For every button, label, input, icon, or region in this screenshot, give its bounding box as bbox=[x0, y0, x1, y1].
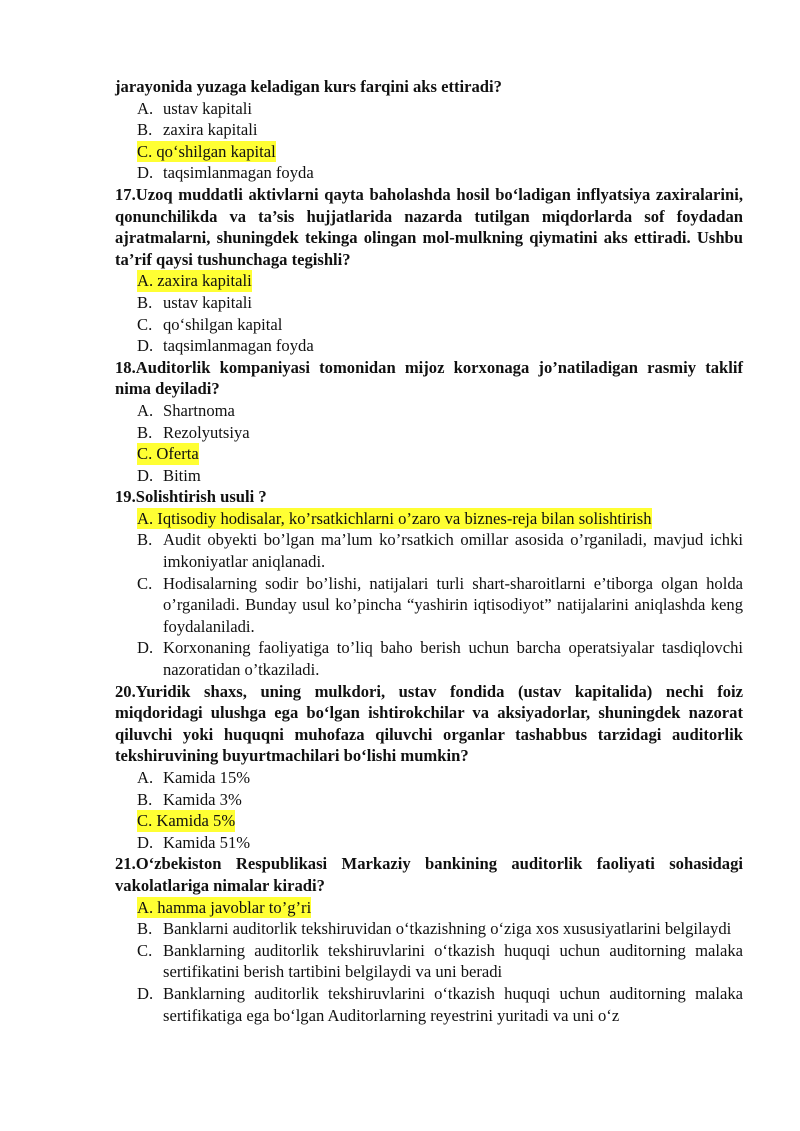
option-letter: B. bbox=[137, 789, 153, 809]
option-text: Audit obyekti bo’lgan ma’lum ko’rsatkich omillar asosida o’rganiladi, mavjud ichki imkoniyatlar aniqlanadi. bbox=[163, 530, 743, 572]
correct-answer-highlight bbox=[137, 897, 311, 919]
option-letter: D. bbox=[137, 465, 154, 485]
option-d bbox=[115, 983, 743, 1026]
option-text: Korxonaning faoliyatiga to’liq baho berish uchun barcha operatsiyalar tasdiqlovchi nazoratidan o’tkaziladi. bbox=[163, 638, 743, 680]
option-text: Kamida 15% bbox=[163, 768, 251, 787]
option-text: zaxira kapitali bbox=[163, 120, 258, 140]
correct-answer-highlight bbox=[137, 270, 252, 292]
option-b bbox=[115, 292, 743, 314]
option-letter: B. bbox=[137, 530, 153, 550]
option-text: Banklarning auditorlik tekshiruvlarini o‘tkazish huquqi uchun auditorning malaka sertifikatini berish tartibini belgilaydi va uni beradi bbox=[163, 940, 743, 982]
correct-answer-highlight bbox=[137, 141, 276, 163]
option-b bbox=[115, 119, 743, 141]
option-letter: D. bbox=[137, 336, 154, 356]
question-text: 20.Yuridik shaxs, uning mulkdori, ustav fondida (ustav kapitalida) nechi foiz miqdoridagi ulushga ega bo‘lgan ishtirokchilar va aksiyadorlar, shuningdek nazorat qiluvchi yoki huquqni muhofaza qiluvchi organlar tashabbus tarzidagi auditorlik tekshiruvining buyurtmachilari bo‘lishi mumkin? bbox=[115, 681, 743, 766]
option-letter: C. bbox=[137, 940, 153, 960]
option-letter: C. bbox=[137, 314, 153, 334]
option-letter: D. bbox=[137, 983, 154, 1003]
option-text: ustav kapitali bbox=[163, 98, 252, 118]
option-d bbox=[115, 465, 743, 487]
option-text: Iqtisodiy hodisalar, ko’rsatkichlarni o’zaro va biznes-reja bilan solishtirish bbox=[157, 508, 652, 528]
option-text: qo‘shilgan kapital bbox=[163, 314, 283, 334]
option-text: taqsimlanmagan foyda bbox=[163, 163, 314, 183]
question-text: 17.Uzoq muddatli aktivlarni qayta baholashda hosil bo‘ladigan inflyatsiya zaxiralarini, qonunchilikda va ta’sis hujjatlarida nazarda tutilgan miqdorlarda sof foydadan ajratmalarni, shuningdek tekinga olingan mol-mulkning qiymatini aks ettiradi. Ushbu ta’rif qaysi tushunchaga tegishli? bbox=[115, 184, 743, 269]
option-d bbox=[115, 162, 743, 184]
option-d bbox=[115, 832, 743, 854]
option-text: Banklarning auditorlik tekshiruvlarini o‘tkazish huquqi uchun auditorning malaka sertifikatiga ega bo‘lgan Auditorlarning reyestrini yuritadi va uni o‘z bbox=[163, 983, 743, 1025]
question-text: jarayonida yuzaga keladigan kurs farqini aks ettiradi? bbox=[115, 77, 502, 96]
option-c-correct bbox=[115, 810, 743, 832]
option-letter: A. bbox=[137, 508, 154, 528]
correct-answer-highlight bbox=[137, 810, 235, 832]
option-a-correct bbox=[115, 270, 743, 292]
option-a-correct bbox=[115, 508, 743, 530]
option-letter: B. bbox=[137, 422, 153, 442]
option-text: taqsimlanmagan foyda bbox=[163, 336, 314, 356]
option-letter: D. bbox=[137, 832, 154, 852]
correct-answer-highlight bbox=[137, 508, 652, 530]
option-a bbox=[115, 400, 743, 422]
option-text: Kamida 3% bbox=[163, 789, 242, 809]
option-b bbox=[115, 422, 743, 444]
option-text: zaxira kapitali bbox=[157, 271, 252, 291]
question-text: 18.Auditorlik kompaniyasi tomonidan mijoz korxonaga jo’natiladigan rasmiy taklif nima deyiladi? bbox=[115, 357, 743, 399]
correct-answer-highlight bbox=[137, 443, 199, 465]
question-text: 19.Solishtirish usuli ? bbox=[115, 487, 267, 507]
option-letter: A. bbox=[137, 98, 154, 118]
option-letter: A. bbox=[137, 897, 154, 917]
option-letter: A. bbox=[137, 768, 154, 787]
question-text: 21.O‘zbekiston Respublikasi Markaziy bankining auditorlik faoliyati sohasidagi vakolatlariga nimalar kiradi? bbox=[115, 854, 743, 895]
document-page bbox=[115, 76, 743, 1026]
option-text: Rezolyutsiya bbox=[163, 422, 250, 442]
option-b bbox=[115, 789, 743, 811]
option-a-correct bbox=[115, 897, 743, 919]
option-text: Kamida 5% bbox=[156, 811, 236, 831]
option-c-correct bbox=[115, 443, 743, 465]
option-letter: C. bbox=[137, 141, 153, 161]
option-c-correct bbox=[115, 141, 743, 163]
option-c bbox=[115, 573, 743, 638]
option-text: Oferta bbox=[156, 444, 199, 464]
option-d bbox=[115, 335, 743, 357]
option-d bbox=[115, 637, 743, 680]
option-a bbox=[115, 767, 743, 789]
option-text: qo‘shilgan kapital bbox=[156, 141, 276, 161]
option-letter: C. bbox=[137, 811, 153, 831]
option-letter: A. bbox=[137, 271, 154, 291]
option-letter: A. bbox=[137, 400, 154, 420]
option-text: Shartnoma bbox=[163, 400, 235, 420]
option-c bbox=[115, 314, 743, 336]
option-letter: D. bbox=[137, 638, 154, 658]
option-b bbox=[115, 918, 743, 940]
option-text: hamma javoblar to’g’ri bbox=[157, 897, 312, 917]
option-letter: C. bbox=[137, 573, 153, 593]
option-text: Kamida 51% bbox=[163, 832, 251, 852]
option-letter: B. bbox=[137, 292, 153, 312]
option-letter: C. bbox=[137, 444, 153, 464]
option-text: Hodisalarning sodir bo’lishi, natijalari turli shart-sharoitlarni e’tiborga olgan holda o’rganiladi. Bunday usul ko’pincha “yashirin iqtisodiyot” natijalarini aniqlashda keng foydalaniladi. bbox=[163, 573, 743, 636]
option-text: Banklarni auditorlik tekshiruvidan o‘tkazishning o‘ziga xos xususiyatlarini belgilaydi bbox=[163, 919, 732, 939]
option-text: Bitim bbox=[163, 465, 201, 485]
option-a bbox=[115, 98, 743, 120]
option-c bbox=[115, 940, 743, 983]
option-letter: D. bbox=[137, 163, 154, 183]
option-text: ustav kapitali bbox=[163, 292, 252, 312]
option-letter: B. bbox=[137, 919, 153, 939]
option-letter: B. bbox=[137, 120, 153, 140]
option-b bbox=[115, 529, 743, 572]
